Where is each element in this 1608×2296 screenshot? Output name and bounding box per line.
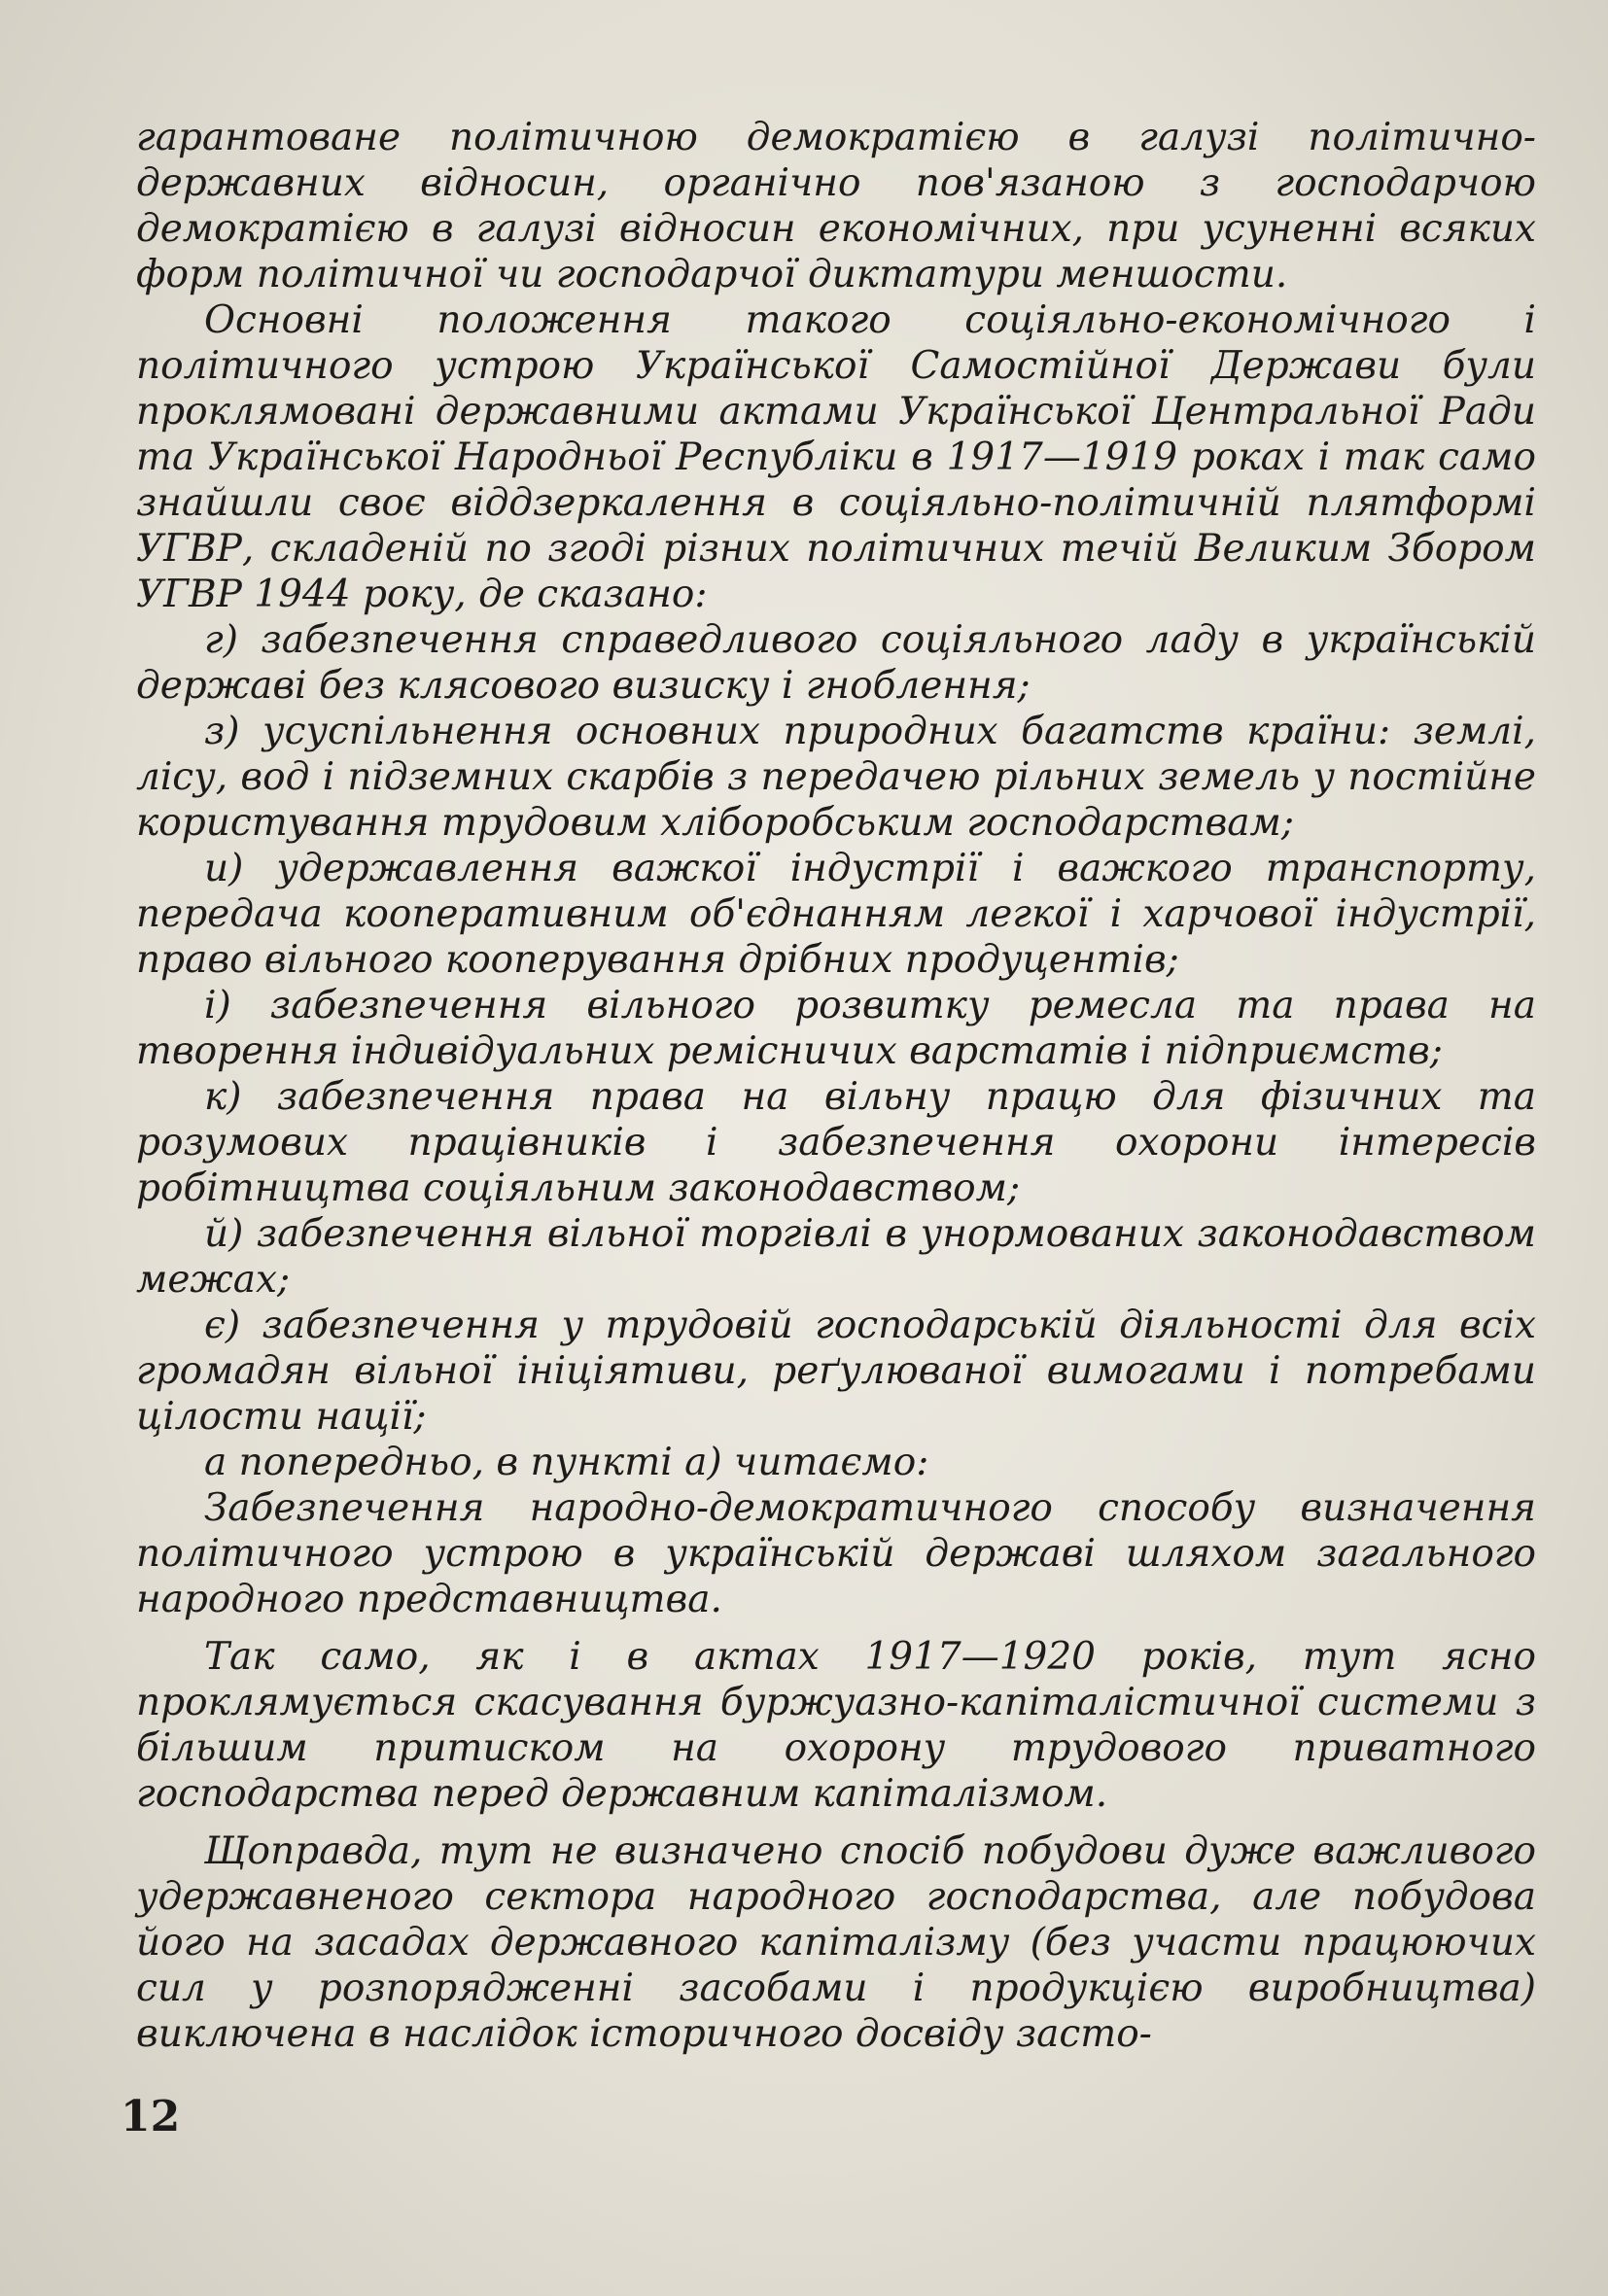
paragraph-same-as-acts: Так само, як і в актах 1917—1920 років, тут ясно проклямується скасування буржуазно-капіталістичної системи з більшим притиском на охорону трудового приватного господарства перед державним капіталізмом. [136, 1635, 1536, 1816]
list-item-z: з) усуспільнення основних природних багатств країни: землі, лісу, вод і підземних скарбів з передачею рільних земель у постійне користування трудовим хліборобським господарствам; [136, 710, 1536, 845]
list-item-ye: є) забезпечення у трудовій господарській діяльності для всіх громадян вільної ініціятиви, реґулюваної вимогами і потребами цілости нації; [136, 1304, 1536, 1439]
paragraph-1: гарантоване політичною демократією в галузі політично-державних відносин, органічно пов'язаною з господарчою демократією в галузі відносин економічних, при усуненні всяких форм політичної чи господарчої диктатури меншости. [136, 116, 1536, 296]
list-item-i: і) забезпечення вільного розвитку ремесла та права на творення індивідуальних ремісничих варстатів і підприємств; [136, 984, 1536, 1073]
list-item-y: и) удержавлення важкої індустрії і важкого транспорту, передача кооперативним об'єднанням легкої і харчової індустрії, право вільного кооперування дрібних продуцентів; [136, 847, 1536, 982]
page-body-text [136, 115, 1536, 2057]
list-item-g: г) забезпечення справедливого соціяльного ладу в українській державі без клясового визиску і гноблення; [136, 618, 1536, 708]
list-item-yi: й) забезпечення вільної торгівлі в унормованих законодавством межах; [136, 1212, 1536, 1302]
page-number: 12 [121, 2092, 181, 2141]
paragraph-2: Основні положення такого соціяльно-економічного і політичного устрою Української Самостійної Держави були проклямовані державними актами Української Центральної Ради та Української Народньої Республіки в 1917—1919 роках і так само знайшли своє віддзеркалення в соціяльно-політичній плятформі УГВР, складеній по згоді різних політичних течій Великим Збором УГВР 1944 року, де сказано: [136, 298, 1536, 616]
paragraph-however: Щоправда, тут не визначено спосіб побудови дуже важливого удержавненого сектора народного господарства, але побудова його на засадах державного капіталізму (без участи працюючих сил у розпорядженні засобами і продукцією виробництва) виключена в наслідок історичного досвіду засто- [136, 1829, 1536, 2056]
list-item-k: к) забезпечення права на вільну працю для фізичних та розумових працівників і забезпечення охорони інтересів робітництва соціяльним законодавством; [136, 1075, 1536, 1210]
quote-item-a: Забезпечення народно-демократичного способу визначення політичного устрою в українській державі шляхом загального народного представництва. [136, 1486, 1536, 1621]
paragraph-previously: а попередньо, в пункті а) читаємо: [204, 1441, 929, 1484]
